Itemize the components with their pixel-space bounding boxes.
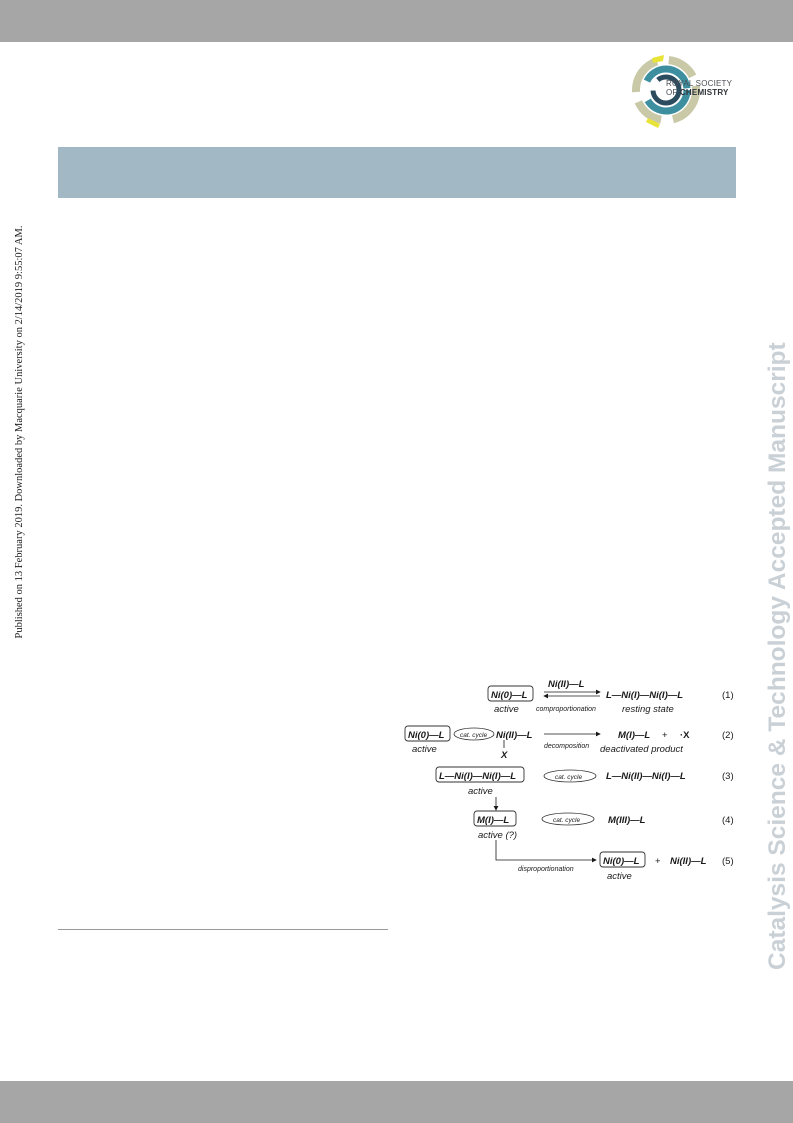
eq2-deactivated-product: deactivated product (600, 744, 683, 755)
eq2-cat-cycle: cat. cycle (460, 732, 488, 739)
rsc-logo-text (666, 79, 732, 97)
eq4-active-q: active (?) (478, 830, 518, 841)
logo-line-1: ROYAL SOCIETY (666, 79, 733, 88)
eq5-active: active (607, 871, 632, 882)
eq2-ni0-l: Ni(0)—L (408, 730, 445, 741)
eq3-cat-cycle: cat. cycle (555, 774, 583, 781)
reaction-scheme (400, 668, 746, 888)
top-header-bar (0, 0, 793, 42)
eq1-active: active (494, 704, 519, 715)
logo-line-2-prefix: OF (666, 88, 678, 97)
eq5-number: (5) (722, 856, 734, 867)
eq5-ni2-l: Ni(II)—L (670, 856, 707, 867)
title-band (58, 147, 736, 198)
eq4-m3-l: M(III)—L (608, 815, 646, 826)
eq4-m1-l: M(I)—L (477, 815, 510, 826)
eq3-l-ni2-ni1-l: L—Ni(II)—Ni(I)—L (606, 771, 686, 782)
eq4-cat-cycle: cat. cycle (553, 817, 581, 824)
publish-note-text: Published on 13 February 2019. Downloaded by Macquarie University on 2/14/2019 9:55:07 AM. (14, 225, 25, 639)
eq2-x-radical: ·X (680, 730, 690, 741)
eq2-active: active (412, 744, 437, 755)
eq1-ni0-l: Ni(0)—L (491, 690, 528, 701)
eq1-number: (1) (722, 690, 734, 701)
eq5-plus: + (655, 856, 661, 867)
logo-line-2-main: CHEMISTRY (679, 88, 729, 97)
eq3-active: active (468, 786, 493, 797)
eq4-number: (4) (722, 815, 734, 826)
eq2-ni2-l: Ni(II)—L (496, 730, 533, 741)
footnote-rule (58, 929, 388, 930)
eq2-m1-l: M(I)—L (618, 730, 651, 741)
bottom-footer-bar (0, 1081, 793, 1123)
watermark-text: Catalysis Science & Technology Accepted Manuscript (764, 342, 791, 970)
side-watermark (764, 152, 791, 970)
eq2-plus: + (662, 730, 668, 741)
eq1-resting-state: resting state (622, 704, 674, 715)
eq1-comproportionation: comproportionation (536, 706, 596, 713)
eq1-l-ni1-ni1-l: L—Ni(I)—Ni(I)—L (606, 690, 684, 701)
eq2-x: X (501, 750, 508, 761)
eq5-disproportionation: disproportionation (518, 866, 574, 873)
eq2-decomposition: decomposition (544, 743, 590, 750)
publish-note (14, 152, 25, 639)
eq3-number: (3) (722, 771, 734, 782)
eq5-ni0-l: Ni(0)—L (603, 856, 640, 867)
eq3-l-ni1-ni1-l: L—Ni(I)—Ni(I)—L (439, 771, 517, 782)
eq1-ni2-l: Ni(II)—L (548, 679, 585, 690)
eq2-number: (2) (722, 730, 734, 741)
